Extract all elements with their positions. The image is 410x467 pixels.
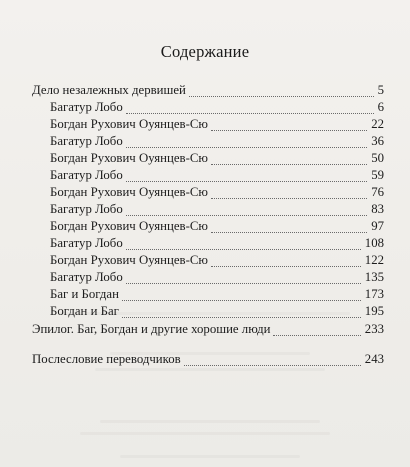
toc-entry-page: 195 [364,304,384,318]
toc-entry [50,168,384,182]
dot-leader [126,181,367,182]
toc-entry-label: Багатур Лобо [50,202,123,216]
toc-entry-page: 6 [377,100,384,114]
bleed-through-line [120,455,300,458]
toc-entry [32,352,384,366]
dot-leader [184,365,361,366]
toc-entry-label: Багатур Лобо [50,100,123,114]
toc-entry-page: 59 [371,168,384,182]
toc-entry-label: Богдан Рухович Оуянцев-Сю [50,219,208,233]
dot-leader [211,130,367,131]
toc-entry-label: Богдан Рухович Оуянцев-Сю [50,151,208,165]
bleed-through-line [100,420,320,423]
dot-leader [126,215,367,216]
toc-entry [50,219,384,233]
toc-entry-label: Эпилог. Баг, Богдан и другие хорошие люди [32,322,271,336]
toc-entry-page: 36 [371,134,384,148]
bleed-through-line [80,432,330,435]
dot-leader [211,232,367,233]
toc-entry-label: Баг и Богдан [50,287,119,301]
toc-entry-page: 5 [377,83,384,97]
toc-entry-label: Богдан Рухович Оуянцев-Сю [50,185,208,199]
dot-leader [126,113,374,114]
dot-leader [122,317,361,318]
toc-entry-label: Багатур Лобо [50,168,123,182]
dot-leader [122,300,361,301]
toc-entry [50,100,384,114]
toc-entry-label: Багатур Лобо [50,134,123,148]
toc-entry [32,83,384,97]
toc-entry [50,185,384,199]
toc-entry-label: Богдан Рухович Оуянцев-Сю [50,117,208,131]
toc-entry [50,151,384,165]
toc-entry-page: 50 [371,151,384,165]
toc-entry [50,270,384,284]
toc-entry-label: Послесловие переводчиков [32,352,181,366]
dot-leader [273,335,360,336]
toc-entry-page: 97 [371,219,384,233]
toc-entry [32,322,384,336]
dot-leader [211,164,367,165]
toc-title: Содержание [160,42,250,61]
toc-entry-label: Богдан и Баг [50,304,119,318]
toc-entry-label: Багатур Лобо [50,236,123,250]
toc-entry [50,304,384,318]
bleed-through-line [95,368,325,371]
toc-entry-page: 122 [364,253,384,267]
toc-entry-page: 135 [364,270,384,284]
toc-entry-page: 83 [371,202,384,216]
toc-entry [50,202,384,216]
dot-leader [126,283,361,284]
toc-entry [50,236,384,250]
dot-leader [189,96,374,97]
dot-leader [126,147,367,148]
toc-entry-label: Богдан Рухович Оуянцев-Сю [50,253,208,267]
toc-entry-label: Дело незалежных дервишей [32,83,186,97]
dot-leader [126,249,361,250]
dot-leader [211,266,361,267]
dot-leader [211,198,367,199]
toc-entry [50,287,384,301]
toc-entry-page: 243 [364,352,384,366]
toc-entry [50,253,384,267]
toc-entry-page: 22 [371,117,384,131]
toc-entry [50,134,384,148]
toc-entry-label: Багатур Лобо [50,270,123,284]
toc-entry-page: 233 [364,322,384,336]
toc-entry-page: 76 [371,185,384,199]
toc-entry [50,117,384,131]
toc-entry-page: 173 [364,287,384,301]
toc-entry-page: 108 [364,236,384,250]
